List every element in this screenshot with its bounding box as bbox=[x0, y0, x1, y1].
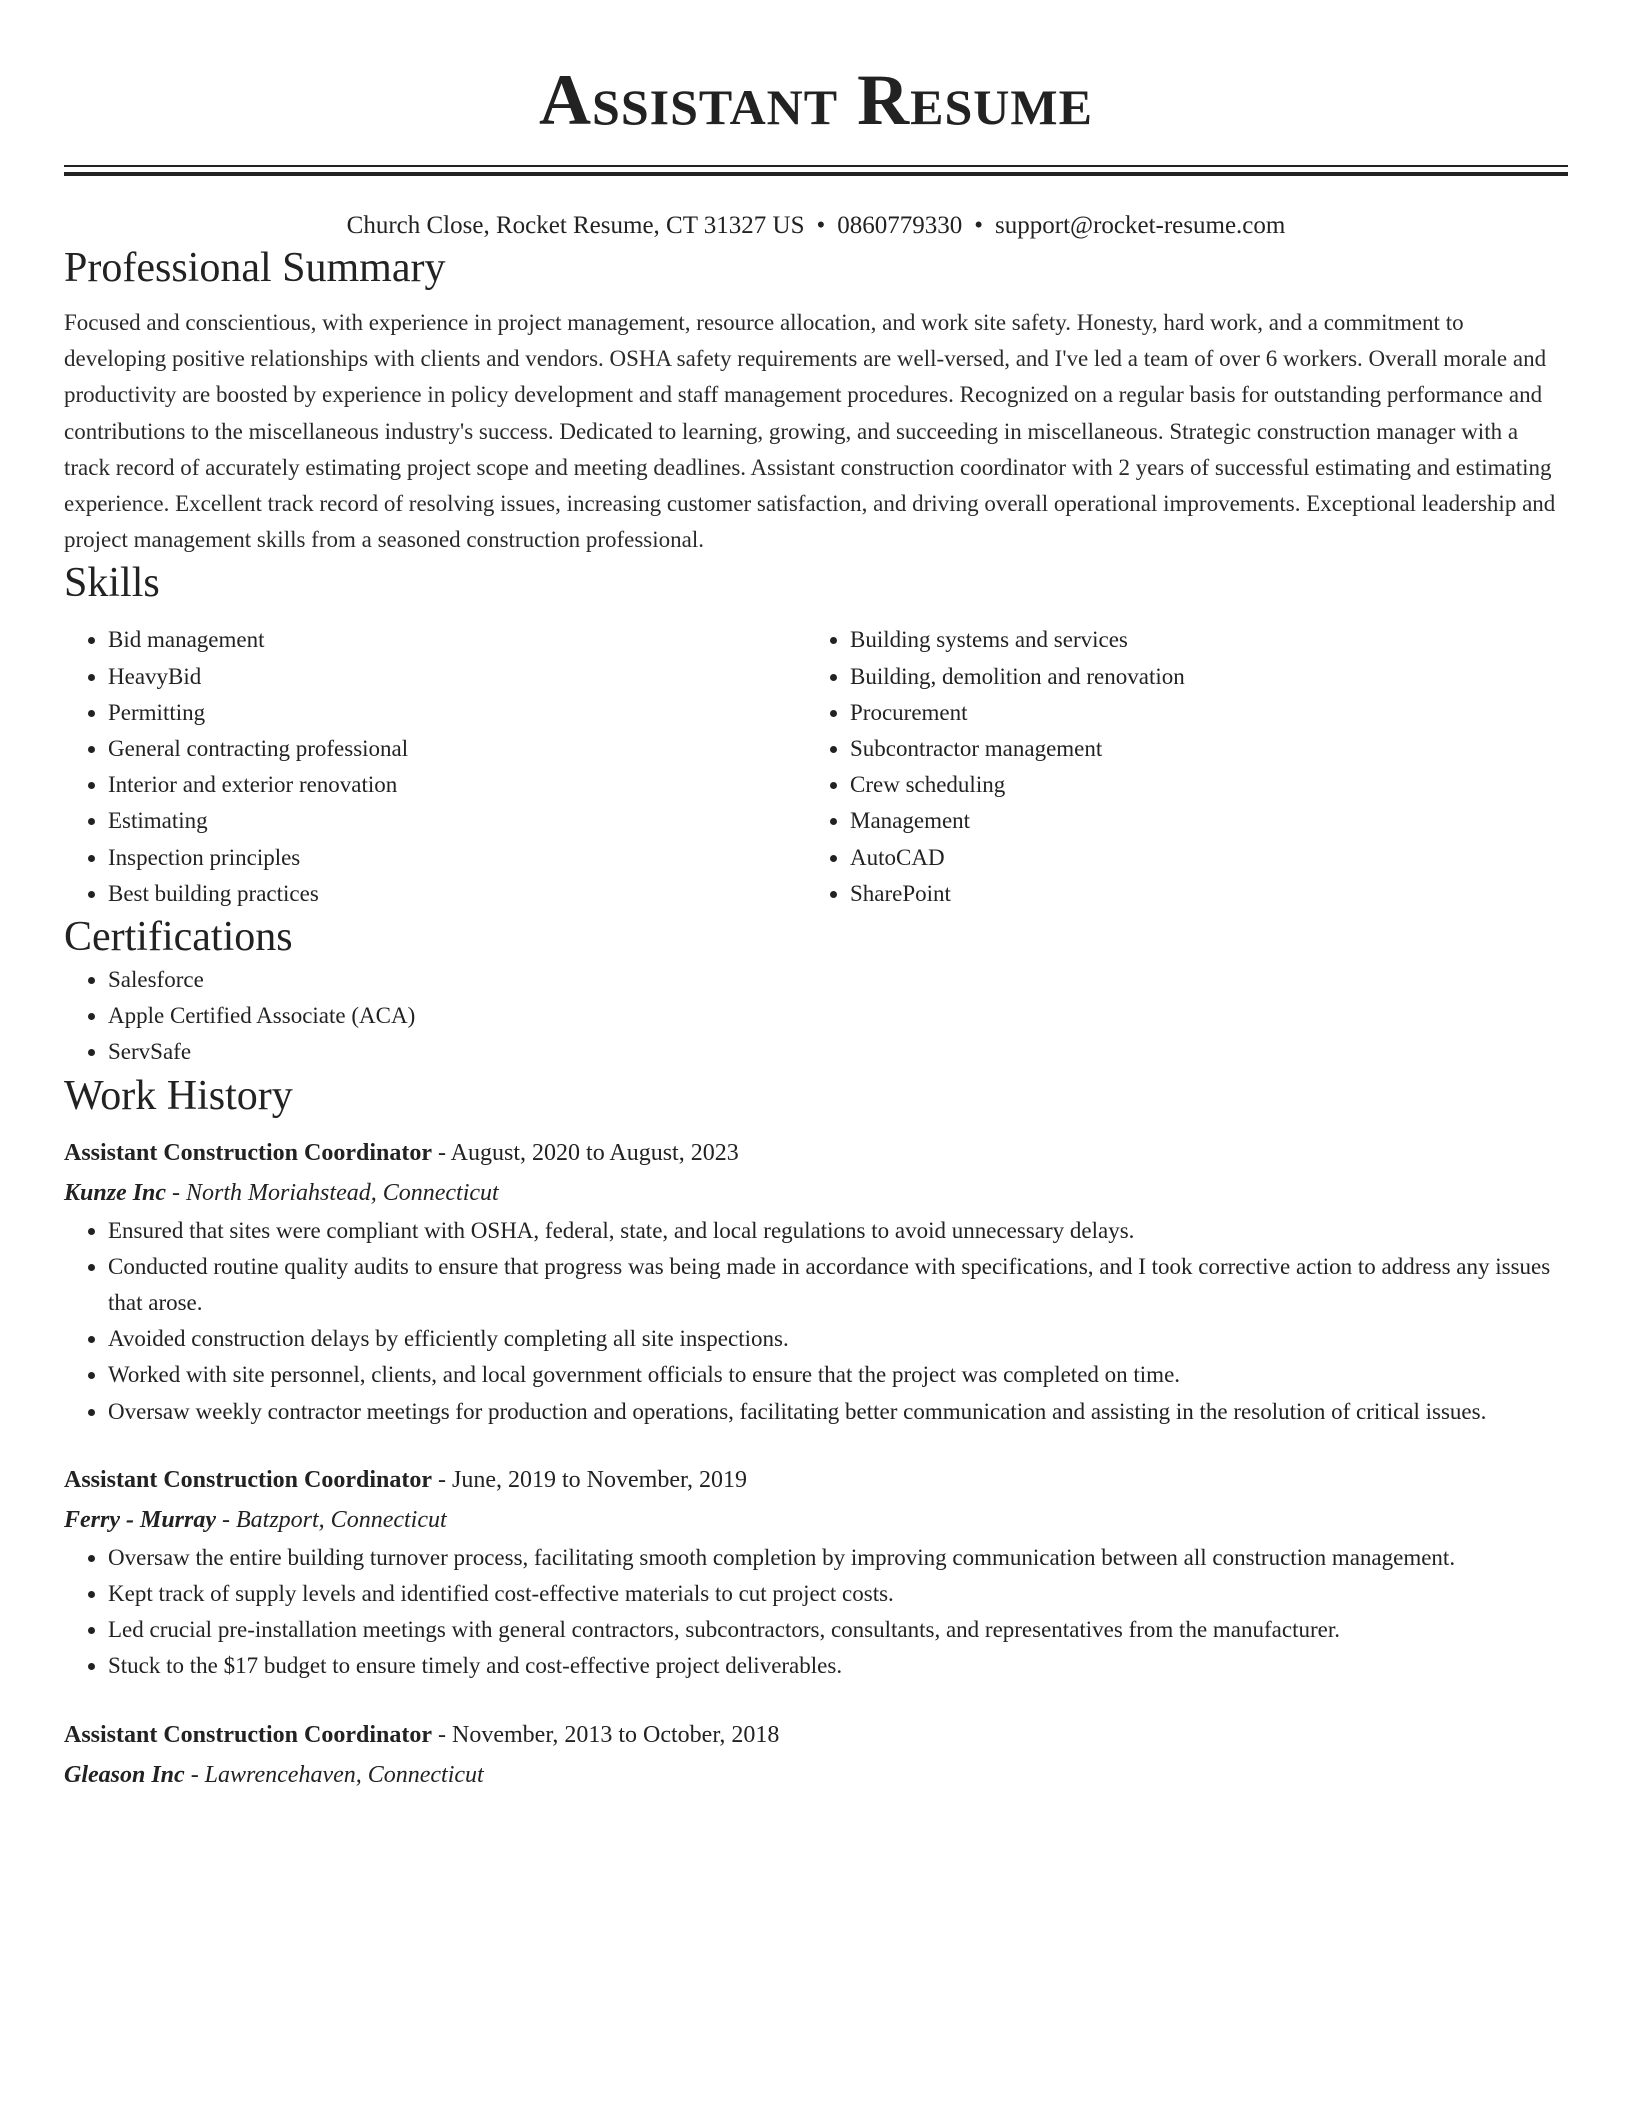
skill-item: • Crew scheduling bbox=[850, 767, 1568, 803]
summary-heading: Professional Summary bbox=[64, 245, 446, 291]
skill-item: • HeavyBid bbox=[108, 659, 806, 695]
job-entry bbox=[64, 1715, 1568, 1795]
job-role: Assistant Construction Coordinator bbox=[64, 1139, 433, 1166]
job-role: Assistant Construction Coordinator bbox=[64, 1721, 433, 1748]
job-role: Assistant Construction Coordinator bbox=[64, 1466, 433, 1493]
contact-separator: • bbox=[816, 212, 826, 239]
certification-item: • ServSafe bbox=[108, 1034, 1568, 1070]
job-duty: • Oversaw the entire building turnover process, facilitating smooth completion by improving communication between all construction management. bbox=[108, 1540, 1568, 1576]
job-location: - Lawrencehaven, Connecticut bbox=[184, 1761, 484, 1788]
job-duty: • Led crucial pre-installation meetings with general contractors, subcontractors, consultants, and representatives from the manufacturer. bbox=[108, 1612, 1568, 1648]
job-company: Gleason Inc bbox=[64, 1761, 185, 1788]
job-duty: • Oversaw weekly contractor meetings for production and operations, facilitating better communication and assisting in the resolution of critical issues. bbox=[108, 1394, 1568, 1430]
job-dates: - August, 2020 to August, 2023 bbox=[432, 1139, 739, 1166]
job-location: - Batzport, Connecticut bbox=[216, 1506, 447, 1533]
job-dates: - June, 2019 to November, 2019 bbox=[432, 1466, 748, 1493]
skill-item: • Interior and exterior renovation bbox=[108, 767, 806, 803]
job-title-line bbox=[64, 1715, 1568, 1755]
job-company-line bbox=[64, 1755, 1568, 1795]
certifications-heading: Certifications bbox=[64, 914, 293, 961]
skill-item: • Building systems and services bbox=[850, 622, 1568, 658]
skills-list-right bbox=[806, 622, 1568, 912]
job-company-line bbox=[64, 1500, 1568, 1540]
contact-separator: • bbox=[974, 212, 984, 239]
certifications-list bbox=[64, 962, 1568, 1071]
job-title-line bbox=[64, 1460, 1568, 1500]
skill-item: • Inspection principles bbox=[108, 840, 806, 876]
skills-list-left bbox=[64, 622, 806, 912]
contact-phone: 0860779330 bbox=[837, 212, 963, 239]
resume-title: Assistant Resume bbox=[539, 60, 1093, 140]
job-title-line bbox=[64, 1133, 1568, 1173]
skill-item: • Permitting bbox=[108, 695, 806, 731]
certification-item: • Apple Certified Associate (ACA) bbox=[108, 998, 1568, 1034]
contact-line bbox=[64, 209, 1568, 243]
job-company: Ferry - Murray bbox=[64, 1506, 217, 1533]
skill-item: • Procurement bbox=[850, 695, 1568, 731]
job-duty: • Worked with site personnel, clients, and local government officials to ensure that the project was completed on time. bbox=[108, 1357, 1568, 1393]
skill-item: • Bid management bbox=[108, 622, 806, 658]
skill-item: • Management bbox=[850, 803, 1568, 839]
job-duty: • Ensured that sites were compliant with OSHA, federal, state, and local regulations to avoid unnecessary delays. bbox=[108, 1213, 1568, 1249]
job-duties-list bbox=[64, 1540, 1568, 1685]
job-duty: • Kept track of supply levels and identified cost-effective materials to cut project costs. bbox=[108, 1576, 1568, 1612]
skill-item: • Subcontractor management bbox=[850, 731, 1568, 767]
job-company: Kunze Inc bbox=[64, 1179, 167, 1206]
job-duty: • Conducted routine quality audits to ensure that progress was being made in accordance with specifications, and I took corrective action to address any issues that arose. bbox=[108, 1249, 1568, 1321]
skill-item: • AutoCAD bbox=[850, 840, 1568, 876]
job-duty: • Avoided construction delays by efficiently completing all site inspections. bbox=[108, 1321, 1568, 1357]
skill-item: • Estimating bbox=[108, 803, 806, 839]
job-company-line bbox=[64, 1173, 1568, 1213]
job-entry bbox=[64, 1460, 1568, 1685]
skill-item: • Best building practices bbox=[108, 876, 806, 912]
skill-item: • General contracting professional bbox=[108, 731, 806, 767]
skills-heading: Skills bbox=[64, 560, 160, 607]
work-history-heading: Work History bbox=[64, 1072, 293, 1119]
job-duty: • Stuck to the $17 budget to ensure timely and cost-effective project deliverables. bbox=[108, 1648, 1568, 1684]
job-entry bbox=[64, 1133, 1568, 1430]
job-location: - North Moriahstead, Connecticut bbox=[166, 1179, 499, 1206]
job-duties-list bbox=[64, 1213, 1568, 1430]
title-divider bbox=[64, 165, 1568, 176]
certification-item: • Salesforce bbox=[108, 962, 1568, 998]
job-dates: - November, 2013 to October, 2018 bbox=[432, 1721, 780, 1748]
contact-address: Church Close, Rocket Resume, CT 31327 US bbox=[346, 212, 805, 239]
skill-item: • Building, demolition and renovation bbox=[850, 659, 1568, 695]
skills-columns bbox=[64, 622, 1568, 912]
skill-item: • SharePoint bbox=[850, 876, 1568, 912]
contact-email: support@rocket-resume.com bbox=[995, 212, 1286, 239]
summary-text: Focused and conscientious, with experience in project management, resource allocation, and work site safety. Honesty, hard work, and a commitment to developing positive relationships with clients and vendors. OSHA safety requirements are well-versed, and I've led a team of over 6 workers. Overall morale and productivity are boosted by experience in policy development and staff management procedures. Recognized on a regular basis for outstanding performance and contributions to the miscellaneous industry's success. Dedicated to learning, growing, and succeeding in miscellaneous. Strategic construction manager with a track record of accurately estimating project scope and meeting deadlines. Assistant construction coordinator with 2 years of successful estimating and estimating experience. Excellent track record of resolving issues, increasing customer satisfaction, and driving overall operational improvements. Exceptional leadership and project management skills from a seasoned construction professional. bbox=[64, 310, 1556, 553]
